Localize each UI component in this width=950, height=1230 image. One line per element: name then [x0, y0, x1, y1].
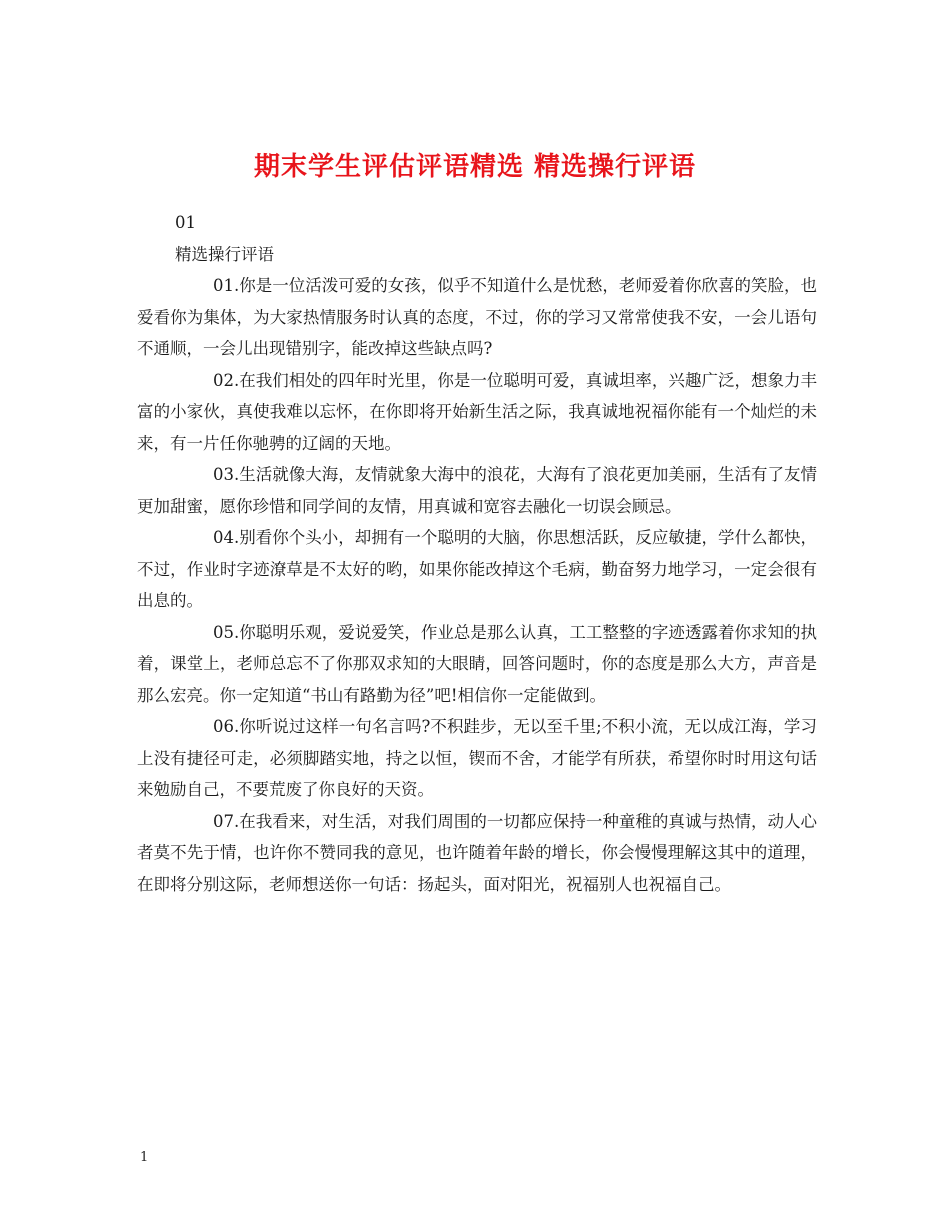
section-number: 01 — [175, 213, 196, 232]
document-title: 期末学生评估评语精选 精选操行评语 — [253, 152, 697, 183]
paragraph: 01.你是一位活泼可爱的女孩，似乎不知道什么是忧愁，老师爱着你欣喜的笑脸，也爱看你为集体，为大家热情服务时认真的态度，不过，你的学习又常常使我不安，一会儿语句不通顺，一会儿出现错别字，能改掉这些缺点吗? — [137, 276, 817, 358]
paragraph: 05.你聪明乐观，爱说爱笑，作业总是那么认真，工工整整的字迹透露着你求知的执着，课堂上，老师总忘不了你那双求知的大眼睛，回答问题时，你的态度是那么大方，声音是那么宏亮。你一定知道“书山有路勤为径”吧!相信你一定能做到。 — [137, 622, 817, 705]
document-body — [137, 207, 817, 900]
paragraph: 03.生活就像大海，友情就象大海中的浪花，大海有了浪花更加美丽，生活有了友情更加甜蜜，愿你珍惜和同学间的友情，用真诚和宽容去融化一切误会顾忌。 — [137, 465, 817, 516]
section-title: 精选操行评语 — [175, 244, 274, 264]
paragraph: 06.你听说过这样一句名言吗?不积跬步，无以至千里;不积小流，无以成江海，学习上没有捷径可走，必须脚踏实地，持之以恒，锲而不舍，才能学有所获，希望你时时用这句话来勉励自己，不要荒废了你良好的天资。 — [137, 717, 817, 799]
paragraph: 07.在我看来，对生活，对我们周围的一切都应保持一种童稚的真诚与热情，动人心者莫不先于情，也许你不赞同我的意见，也许随着年龄的增长，你会慢慢理解这其中的道理，在即将分别这际，老师想送你一句话：扬起头，面对阳光，祝福别人也祝福自己。 — [137, 811, 817, 894]
page-number: 1 — [140, 1150, 149, 1165]
paragraph: 02.在我们相处的四年时光里，你是一位聪明可爱，真诚坦率，兴趣广泛，想象力丰富的小家伙，真使我难以忘怀，在你即将开始新生活之际，我真诚地祝福你能有一个灿烂的未来，有一片任你驰骋的辽阔的天地。 — [137, 370, 817, 453]
paragraph: 04.别看你个头小，却拥有一个聪明的大脑，你思想活跃，反应敏捷，学什么都快，不过，作业时字迹潦草是不太好的哟，如果你能改掉这个毛病，勤奋努力地学习，一定会很有出息的。 — [137, 528, 817, 610]
